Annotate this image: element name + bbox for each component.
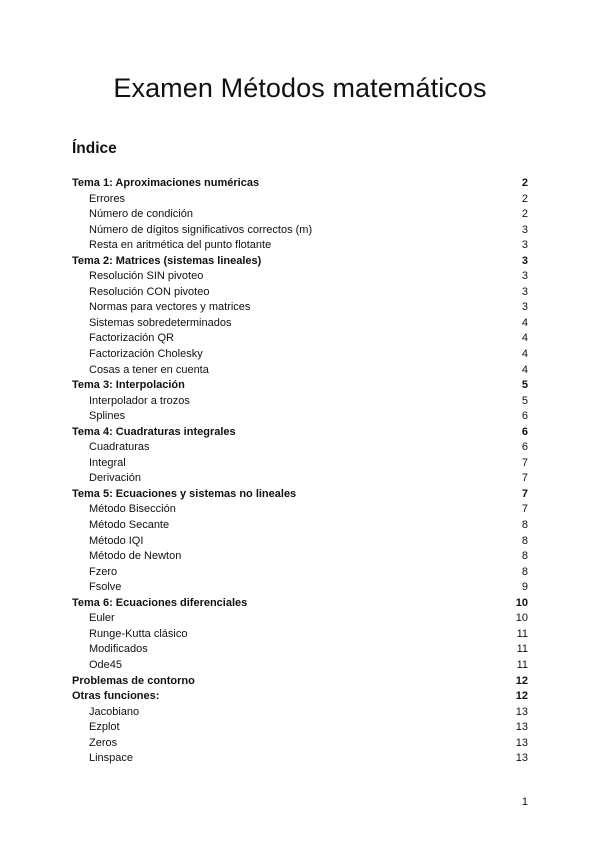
toc-subsection-link[interactable] [72,300,528,316]
toc-entry-page: 3 [521,270,528,283]
toc-entry-page: 4 [521,363,528,376]
toc-entry-page: 11 [516,627,528,640]
toc-entry-label: Factorización QR [89,332,174,345]
toc-entry-label: Tema 5: Ecuaciones y sistemas no lineales [72,487,297,500]
toc-entry-page: 3 [521,254,528,267]
toc-subsection-link[interactable] [72,720,528,736]
toc-entry-label: Otras funciones: [72,690,160,703]
toc-entry-label: Resta en aritmética del punto flotante [89,239,272,252]
toc-subsection-link[interactable] [72,565,528,581]
toc-heading: Índice [72,140,117,157]
toc-entry-page: 7 [521,487,528,500]
toc-entry-label: Integral [89,456,126,469]
toc-entry-page: 7 [521,503,528,516]
toc-subsection-link[interactable] [72,409,528,425]
toc-section-link[interactable] [72,425,528,441]
toc-subsection-link[interactable] [72,642,528,658]
toc-entry-page: 3 [521,285,528,298]
document-title: Examen Métodos matemáticos [113,73,487,103]
toc-subsection-link[interactable] [72,611,528,627]
toc-entry-page: 8 [521,565,528,578]
toc-entry-label: Jacobiano [89,705,140,718]
toc-subsection-link[interactable] [72,238,528,254]
toc-entry-label: Tema 1: Aproximaciones numéricas [72,177,260,189]
toc-subsection-link[interactable] [72,223,528,239]
toc-entry-page: 10 [515,596,528,609]
toc-entry-page: 6 [521,410,528,423]
toc-subsection-link[interactable] [72,751,528,767]
toc-entry-page: 13 [515,721,528,734]
toc-entry-label: Método de Newton [89,550,182,563]
toc-subsection-link[interactable] [72,502,528,518]
toc-entry-label: Ode45 [89,658,123,671]
toc-entry-page: 4 [521,332,528,345]
toc-entry-label: Método Bisección [89,503,176,516]
toc-entry-label: Modificados [89,643,148,656]
toc-entry-label: Tema 6: Ecuaciones diferenciales [72,596,248,609]
toc-entry-page: 3 [521,223,528,236]
toc-subsection-link[interactable] [72,705,528,721]
toc-entry-label: Derivación [89,472,141,485]
toc-subsection-link[interactable] [72,285,528,301]
toc-entry-page: 2 [521,177,528,189]
toc-entry-page: 5 [521,379,528,392]
toc-subsection-link[interactable] [72,316,528,332]
toc-entry-page: 7 [521,472,528,485]
toc-section-link[interactable] [72,254,528,270]
toc-subsection-link[interactable] [72,549,528,565]
toc-subsection-link[interactable] [72,518,528,534]
toc-entry-page: 8 [521,534,528,547]
toc-subsection-link[interactable] [72,192,528,208]
toc-section-link[interactable] [72,378,528,394]
page-number: 1 [521,796,528,808]
toc-entry-page: 12 [515,690,528,703]
toc-entry-label: Zeros [89,736,118,749]
toc-entry-page: 7 [521,456,528,469]
toc-entry-label: Euler [89,612,115,625]
toc-subsection-link[interactable] [72,207,528,223]
toc-entry-label: Ezplot [89,721,120,734]
toc-entry-label: Errores [89,192,126,205]
toc-subsection-link[interactable] [72,471,528,487]
toc-entry-page: 11 [516,643,528,656]
toc-subsection-link[interactable] [72,534,528,550]
toc-entry-page: 4 [521,316,528,329]
toc-entry-page: 5 [521,394,528,407]
toc-section-link[interactable] [72,674,528,690]
toc-entry-label: Fsolve [89,581,122,594]
toc-subsection-link[interactable] [72,658,528,674]
toc-entry-label: Método Secante [89,519,170,532]
toc-entry-page: 12 [515,674,528,687]
toc-entry-page: 13 [515,736,528,749]
toc-entry-label: Cuadraturas [89,441,150,454]
toc-section-link[interactable] [72,596,528,612]
toc-subsection-link[interactable] [72,363,528,379]
toc-entry-page: 13 [515,705,528,718]
toc-entry-label: Factorización Cholesky [89,348,203,361]
toc-entry-label: Tema 2: Matrices (sistemas lineales) [72,254,262,267]
toc-subsection-link[interactable] [72,347,528,363]
toc-entry-label: Fzero [89,565,118,578]
toc-entry-label: Runge-Kutta clásico [89,627,188,640]
toc-entry-page: 10 [515,612,528,625]
toc-entry-page: 3 [521,239,528,252]
toc-entry-page: 13 [515,752,528,765]
toc-subsection-link[interactable] [72,440,528,456]
toc-entry-page: 2 [521,208,528,221]
toc-entry-label: Problemas de contorno [72,674,195,687]
toc-subsection-link[interactable] [72,627,528,643]
toc-entry-label: Resolución CON pivoteo [89,285,210,298]
toc-entry-page: 8 [521,519,528,532]
toc-entry-page: 3 [521,301,528,314]
toc-entry-label: Número de dígitos significativos correctos (m) [89,223,313,236]
toc-subsection-link[interactable] [72,394,528,410]
toc-entry-page: 9 [521,581,528,594]
toc-subsection-link[interactable] [72,331,528,347]
toc-entry-label: Splines [89,410,126,423]
toc-subsection-link[interactable] [72,580,528,596]
toc-entry-label: Sistemas sobredeterminados [89,316,232,329]
toc-subsection-link[interactable] [72,456,528,472]
toc-entry-page: 6 [521,441,528,454]
toc-entry-label: Número de condición [89,208,193,221]
toc-entry-label: Interpolador a trozos [89,394,190,407]
toc-entry-page: 8 [521,550,528,563]
toc-subsection-link[interactable] [72,269,528,285]
toc-entry-label: Tema 3: Interpolación [72,379,185,392]
toc-entry-page: 2 [521,192,528,205]
toc-entry-label: Normas para vectores y matrices [89,301,251,314]
toc-subsection-link[interactable] [72,736,528,752]
toc-entry-page: 6 [521,425,528,438]
toc-section-link[interactable] [72,176,528,192]
toc-entry-label: Tema 4: Cuadraturas integrales [72,425,236,438]
toc-entry-page: 11 [516,658,528,671]
toc-entry-label: Resolución SIN pivoteo [89,270,204,283]
toc-section-link[interactable] [72,487,528,503]
toc-entry-label: Linspace [89,752,134,765]
toc-entry-label: Cosas a tener en cuenta [89,363,209,376]
table-of-contents [72,176,528,767]
toc-entry-page: 4 [521,348,528,361]
toc-section-link[interactable] [72,689,528,705]
toc-entry-label: Método IQI [89,534,144,547]
